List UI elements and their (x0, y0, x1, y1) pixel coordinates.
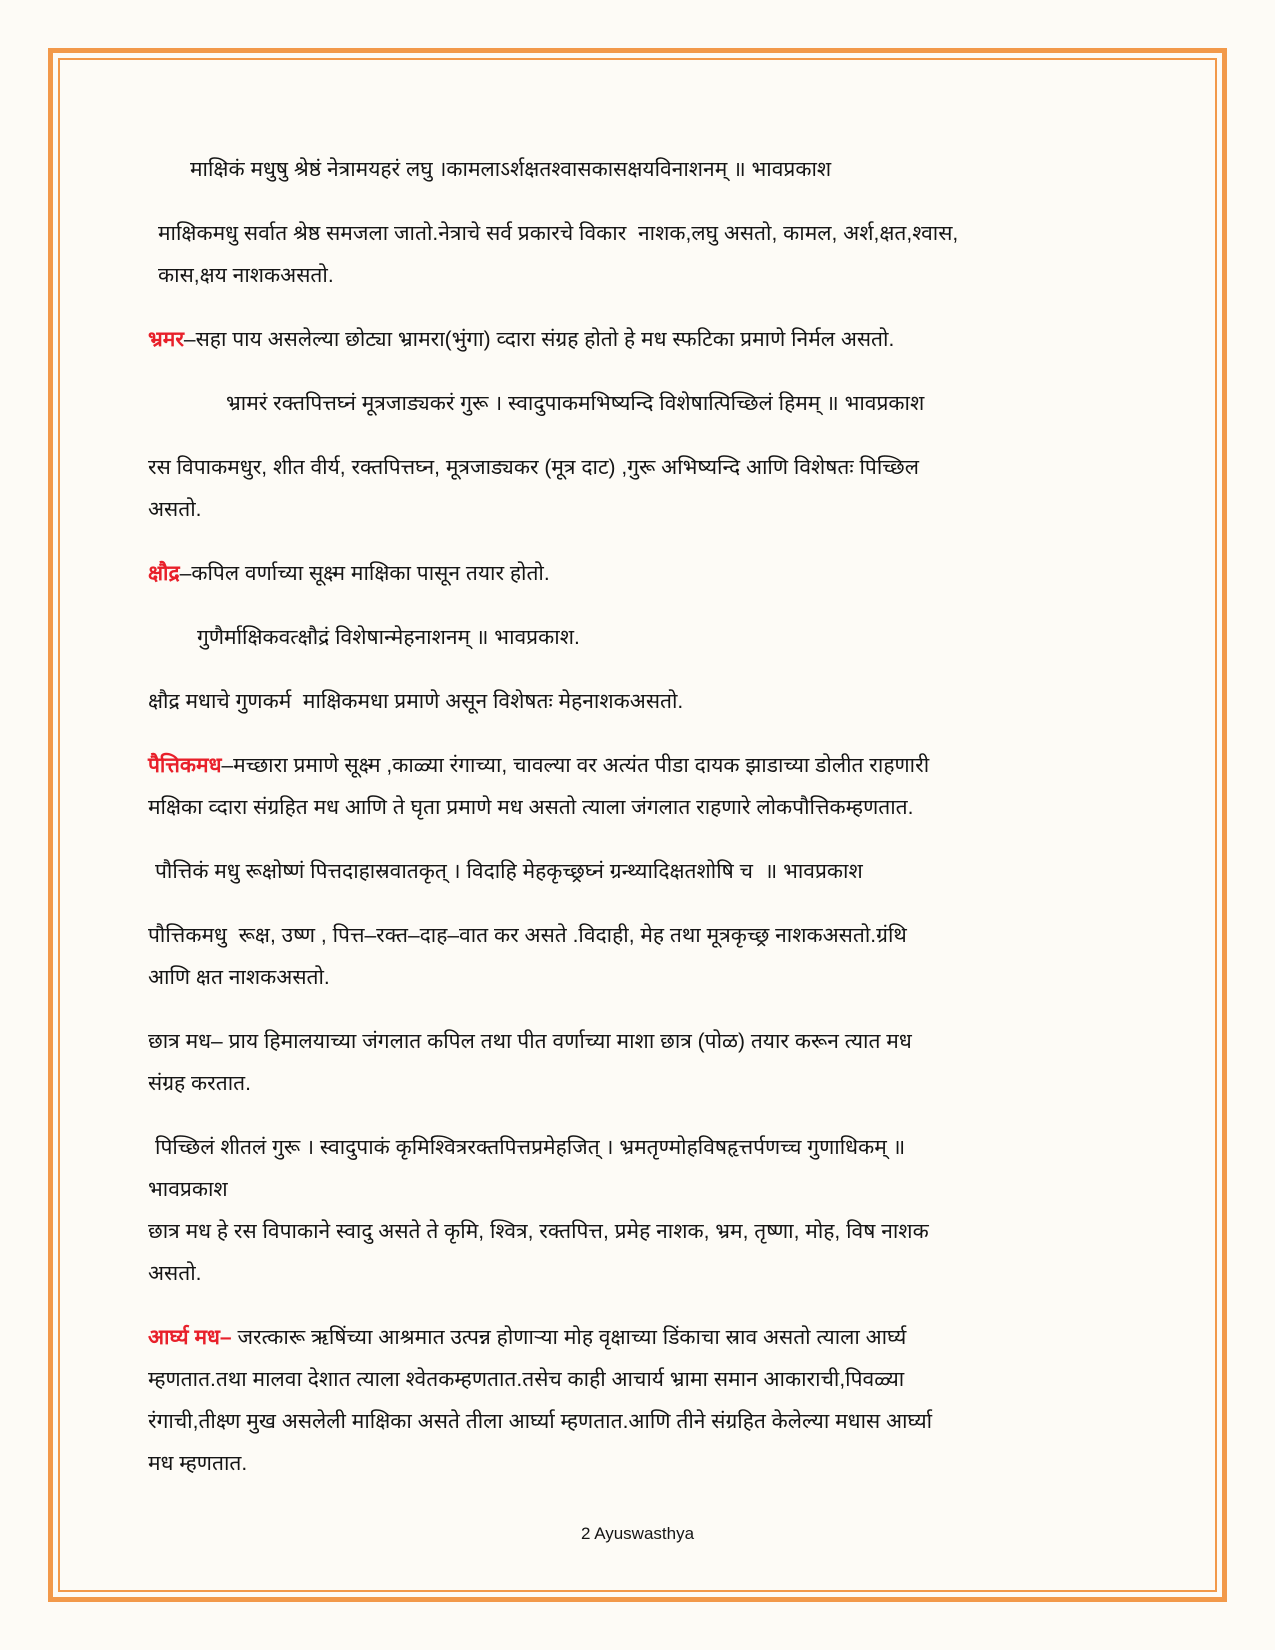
paragraph-line (148, 1317, 1148, 1359)
page-footer: 2 Ayuswasthya (580, 1524, 695, 1543)
document-body (148, 149, 1148, 1507)
paragraph-line: रस विपाकमधुर, शीत वीर्य, रक्तपित्तघ्न, मूत्रजाड्यकर (मूत्र दाट) ,गुरू अभिष्यन्दि आणि विशेषतः पिच्छिल (148, 456, 919, 479)
paragraph-line: छात्र मध हे रस विपाकाने स्वादु असते ते कृमि, श्वित्र, रक्तपित्त, प्रमेह नाशक, भ्रम, तृष्णा, मोह, विष नाशक (148, 1220, 929, 1243)
section-heading: क्षौद्र (148, 562, 180, 585)
verse-kshaudra (148, 617, 1148, 659)
verse-line: माक्षिकं मधुषु श्रेष्ठं नेत्रामयहरं लघु ।कामलाऽर्शक्षतश्वासकासक्षयविनाशनम् ॥ भावप्रकाश (190, 158, 832, 181)
verse-line: गुणैर्माक्षिकवत्क्षौद्रं विशेषान्मेहनाशनम् ॥ भावप्रकाश. (197, 626, 580, 649)
paragraph-paittika (148, 915, 1148, 999)
paragraph-line: क्षौद्र मधाचे गुणकर्म माक्षिकमधा प्रमाणे असून विशेषतः मेहनाशकअसतो. (148, 690, 684, 713)
verse-line: पौत्तिकं मधु रूक्षोष्णं पित्तदाहास्रवातकृत् । विदाहि मेहकृच्छ्रघ्नं ग्रन्थ्यादिक्षतशोषि च ॥ भावप्रकाश (155, 860, 863, 883)
paragraph-bhramar (148, 447, 1148, 531)
section-paittika (148, 745, 1148, 829)
section-heading: भ्रमर (148, 328, 184, 351)
verse-line: भ्रामरं रक्तपित्तघ्नं मूत्रजाड्यकरं गुरू । स्वादुपाकमभिष्यन्दि विशेषात्पिच्छिलं हिमम् ॥ भावप्रकाश (226, 392, 925, 415)
paragraph-text: जरत्कारू ऋषिंच्या आश्रमात उत्पन्न होणाऱ्या मोह वृक्षाच्या डिंकाचा स्राव असतो त्याला आर्घ्य (231, 1326, 907, 1349)
paragraph-text: –कपिल वर्णाच्या सूक्ष्म माक्षिका पासून तयार होतो. (179, 562, 550, 585)
verse-chhatra (148, 1127, 1148, 1211)
section-heading: आर्घ्य मध– (148, 1326, 232, 1349)
paragraph-chhatra (148, 1211, 1148, 1295)
section-arghya (148, 1317, 1148, 1485)
verse-line: पिच्छिलं शीतलं गुरू । स्वादुपाकं कृमिश्वित्ररक्तपित्तप्रमेहजित् । भ्रमतृण्मोहविषहृत्तर्पणच्च गुणाधिकम् ॥ (155, 1136, 906, 1159)
paragraph-line: संग्रह करतात. (148, 1072, 251, 1095)
paragraph-line (148, 745, 1148, 787)
paragraph-text: –सहा पाय असलेल्या छोट्या भ्रामरा(भुंगा) व्दारा संग्रह होतो हे मध स्फटिका प्रमाणे निर्मल असतो. (183, 328, 895, 351)
paragraph-line: रंगाची,तीक्ष्ण मुख असलेली माक्षिका असते तीला आर्घ्या म्हणतात.आणि तीने संग्रहित केलेल्या मधास आर्घ्या (148, 1410, 933, 1433)
paragraph-text: –मच्छारा प्रमाणे सूक्ष्म ,काळ्या रंगाच्या, चावल्या वर अत्यंत पीडा दायक झाडाच्या डोलीत राहणारी (221, 754, 930, 777)
verse-source: भावप्रकाश (148, 1178, 228, 1201)
paragraph-line: माक्षिकमधु सर्वात श्रेष्ठ समजला जातो.नेत्राचे सर्व प्रकारचे विकार नाशक,लघु असतो, कामल, अर्श,क्षत,श्वास, (158, 222, 959, 245)
paragraph-line: कास,क्षय नाशकअसतो. (158, 264, 334, 287)
paragraph-line: मध म्हणतात. (148, 1452, 248, 1475)
verse-maksika (148, 149, 1148, 191)
paragraph-kshaudra (148, 681, 1148, 723)
section-kshaudra (148, 553, 1148, 595)
paragraph-line (148, 553, 1148, 595)
paragraph-line: आणि क्षत नाशकअसतो. (148, 966, 330, 989)
section-heading: पैत्तिकमध (148, 754, 222, 777)
verse-bhramar (148, 383, 1148, 425)
paragraph-maksika (148, 213, 1148, 297)
paragraph-line (148, 319, 1148, 361)
paragraph-line: मक्षिका व्दारा संग्रहित मध आणि ते घृता प्रमाणे मध असतो त्याला जंगलात राहणारे लोकपौत्तिकम्हणतात. (148, 796, 914, 819)
paragraph-line: छात्र मध– प्राय हिमालयाच्या जंगलात कपिल तथा पीत वर्णाच्या माशा छात्र (पोळ) तयार करून त्यात मध (148, 1030, 912, 1053)
section-chhatra (148, 1021, 1148, 1105)
paragraph-line: असतो. (148, 1262, 202, 1285)
section-bhramar (148, 319, 1148, 361)
verse-paittika (148, 851, 1148, 893)
paragraph-line: म्हणतात.तथा मालवा देशात त्याला श्वेतकम्हणतात.तसेच काही आचार्य भ्रामा समान आकाराची,पिवळ्या (148, 1368, 905, 1391)
paragraph-line: असतो. (148, 498, 202, 521)
paragraph-line: पौत्तिकमधु रूक्ष, उष्ण , पित्त–रक्त–दाह–वात कर असते .विदाही, मेह तथा मूत्रकृच्छ्र नाशकअसतो.ग्रंथि (148, 924, 907, 947)
